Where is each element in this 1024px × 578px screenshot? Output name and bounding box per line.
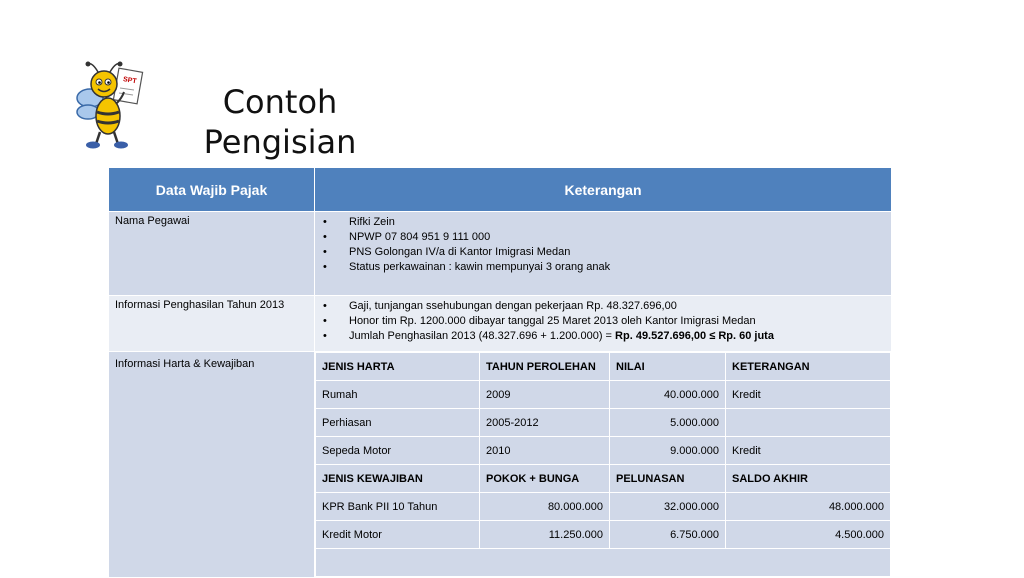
table-cell xyxy=(726,409,891,437)
total-income-text: Jumlah Penghasilan 2013 (48.327.696 + 1.200.000) = xyxy=(349,330,616,342)
table-cell: Kredit xyxy=(726,437,891,465)
table-cell: 2009 xyxy=(480,381,610,409)
table-row xyxy=(316,381,891,409)
slide-title xyxy=(180,82,380,172)
row-details xyxy=(315,212,892,296)
row-label: Informasi Penghasilan Tahun 2013 xyxy=(109,296,315,352)
header-data-wajib-pajak: Data Wajib Pajak xyxy=(109,168,315,212)
table-cell: 32.000.000 xyxy=(610,493,726,521)
empty-cell xyxy=(316,549,891,577)
list-item: • Rifki Zein xyxy=(321,215,885,230)
assets-liabilities-table xyxy=(315,352,891,577)
table-cell: Kredit xyxy=(726,381,891,409)
harta-header-row xyxy=(316,353,891,381)
list-item: • Gaji, tunjangan ssehubungan dengan pekerjaan Rp. 48.327.696,00 xyxy=(321,299,885,314)
kewajiban-header-row xyxy=(316,465,891,493)
table-row xyxy=(316,437,891,465)
table-cell: 4.500.000 xyxy=(726,521,891,549)
table-cell: Kredit Motor xyxy=(316,521,480,549)
total-income-amount: Rp. 49.527.696,00 ≤ Rp. 60 juta xyxy=(615,330,774,342)
table-row xyxy=(316,409,891,437)
column-header: JENIS KEWAJIBAN xyxy=(316,465,480,493)
table-cell: Perhiasan xyxy=(316,409,480,437)
slide-title-line1: Contoh xyxy=(222,83,338,121)
table-cell: 11.250.000 xyxy=(480,521,610,549)
table-row xyxy=(316,493,891,521)
list-item xyxy=(321,329,885,344)
employee-detail-list xyxy=(321,215,885,275)
table-cell: 5.000.000 xyxy=(610,409,726,437)
spt-document-label: SPT xyxy=(122,76,138,86)
table-row xyxy=(316,521,891,549)
empty-row xyxy=(316,549,891,577)
bee-shoe-left xyxy=(86,142,100,149)
table-cell: 9.000.000 xyxy=(610,437,726,465)
table-cell: 6.750.000 xyxy=(610,521,726,549)
bee-shoe-right xyxy=(114,142,128,149)
bee-mascot-logo xyxy=(72,58,152,150)
row-label: Nama Pegawai xyxy=(109,212,315,296)
column-header: JENIS HARTA xyxy=(316,353,480,381)
table-cell: 80.000.000 xyxy=(480,493,610,521)
header-keterangan: Keterangan xyxy=(315,168,892,212)
column-header: KETERANGAN xyxy=(726,353,891,381)
column-header: TAHUN PEROLEHAN xyxy=(480,353,610,381)
spt-document xyxy=(113,68,142,104)
list-item: • Honor tim Rp. 1200.000 dibayar tanggal 25 Maret 2013 oleh Kantor Imigrasi Medan xyxy=(321,314,885,329)
list-item: • NPWP 07 804 951 9 111 000 xyxy=(321,230,885,245)
row-details xyxy=(315,296,892,352)
column-header: PELUNASAN xyxy=(610,465,726,493)
list-item: • PNS Golongan IV/a di Kantor Imigrasi Medan xyxy=(321,245,885,260)
bee-head xyxy=(91,71,117,97)
table-cell: 40.000.000 xyxy=(610,381,726,409)
table-cell: Rumah xyxy=(316,381,480,409)
row-label: Informasi Harta & Kewajiban xyxy=(109,352,315,578)
assets-liabilities-cell xyxy=(315,352,892,578)
list-item: • Status perkawainan : kawin mempunyai 3 orang anak xyxy=(321,260,885,275)
row-nama-pegawai xyxy=(109,212,892,296)
column-header: POKOK + BUNGA xyxy=(480,465,610,493)
table-cell: Sepeda Motor xyxy=(316,437,480,465)
table-header-row xyxy=(109,168,892,212)
row-informasi-penghasilan xyxy=(109,296,892,352)
table-cell: 48.000.000 xyxy=(726,493,891,521)
row-harta-kewajiban xyxy=(109,352,892,578)
column-header: NILAI xyxy=(610,353,726,381)
column-header: SALDO AKHIR xyxy=(726,465,891,493)
table-cell: 2010 xyxy=(480,437,610,465)
income-detail-list xyxy=(321,299,885,344)
tax-data-table xyxy=(108,167,892,578)
table-cell: 2005-2012 xyxy=(480,409,610,437)
table-cell: KPR Bank PII 10 Tahun xyxy=(316,493,480,521)
slide-title-line2: Pengisian xyxy=(203,123,357,161)
